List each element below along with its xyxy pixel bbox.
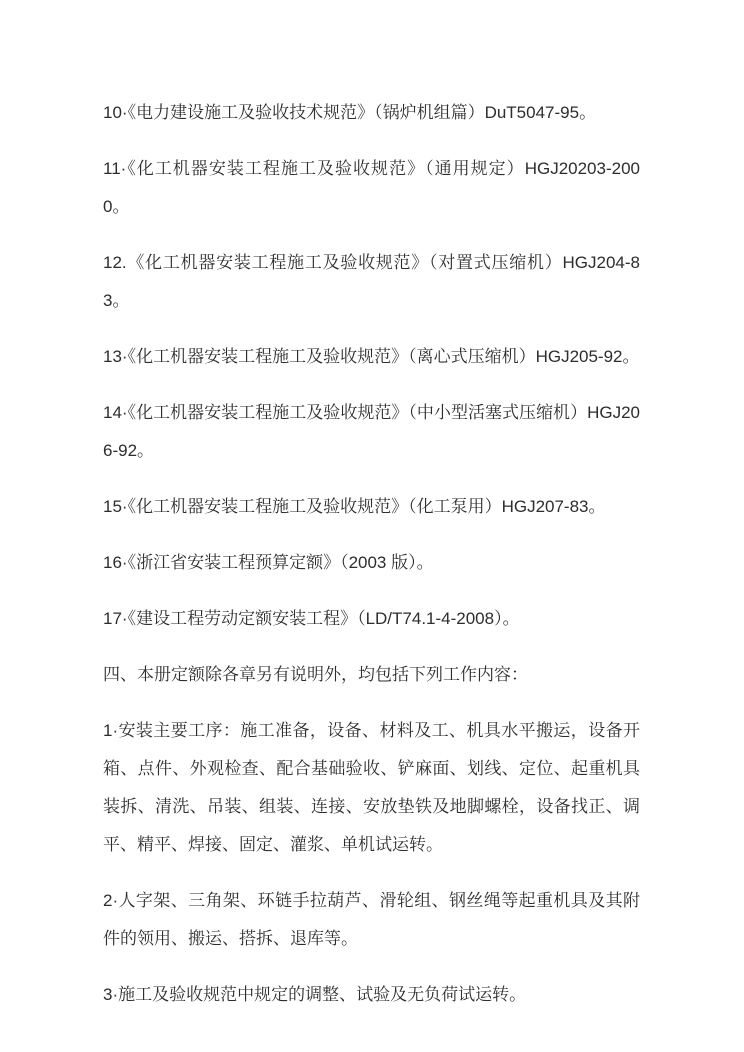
section-heading-four: 四、本册定额除各章另有说明外，均包括下列工作内容： — [103, 665, 528, 684]
work-content-item-3: 3·施工及验收规范中规定的调整、试验及无负荷试运转。 — [103, 985, 527, 1004]
spec-item-12: 12.《化工机器安装工程施工及验收规范》（对置式压缩机）HGJ204-83。 — [103, 253, 640, 310]
work-content-item-1: 1·安装主要工序：施工准备，设备、材料及工、机具水平搬运，设备开箱、点件、外观检查、配合基础验收、铲麻面、划线、定位、起重机具装拆、清洗、吊装、组装、连接、安放垫铁及地脚螺栓，设备找正、调平、精平、焊接、固定、灌浆、单机试运转。 — [103, 721, 640, 854]
spec-item-11: 11·《化工机器安装工程施工及验收规范》（通用规定）HGJ20203-2000。 — [103, 159, 640, 216]
document-content — [103, 94, 640, 1032]
spec-item-17: 17·《建设工程劳动定额安装工程》（LD/T74.1-4-2008）。 — [103, 609, 520, 628]
spec-item-16: 16·《浙江省安装工程预算定额》（2003 版）。 — [103, 553, 434, 572]
spec-item-14: 14·《化工机器安装工程施工及验收规范》（中小型活塞式压缩机）HGJ206-92。 — [103, 403, 640, 460]
work-content-item-2: 2·人字架、三角架、环链手拉葫芦、滑轮组、钢丝绳等起重机具及其附件的领用、搬运、搭拆、退库等。 — [103, 891, 640, 948]
spec-item-10: 10·《电力建设施工及验收技术规范》（锅炉机组篇）DuT5047-95。 — [103, 103, 597, 122]
spec-item-15: 15·《化工机器安装工程施工及验收规范》（化工泵用）HGJ207-83。 — [103, 497, 606, 516]
spec-item-13: 13·《化工机器安装工程施工及验收规范》（离心式压缩机）HGJ205-92。 — [103, 347, 640, 366]
